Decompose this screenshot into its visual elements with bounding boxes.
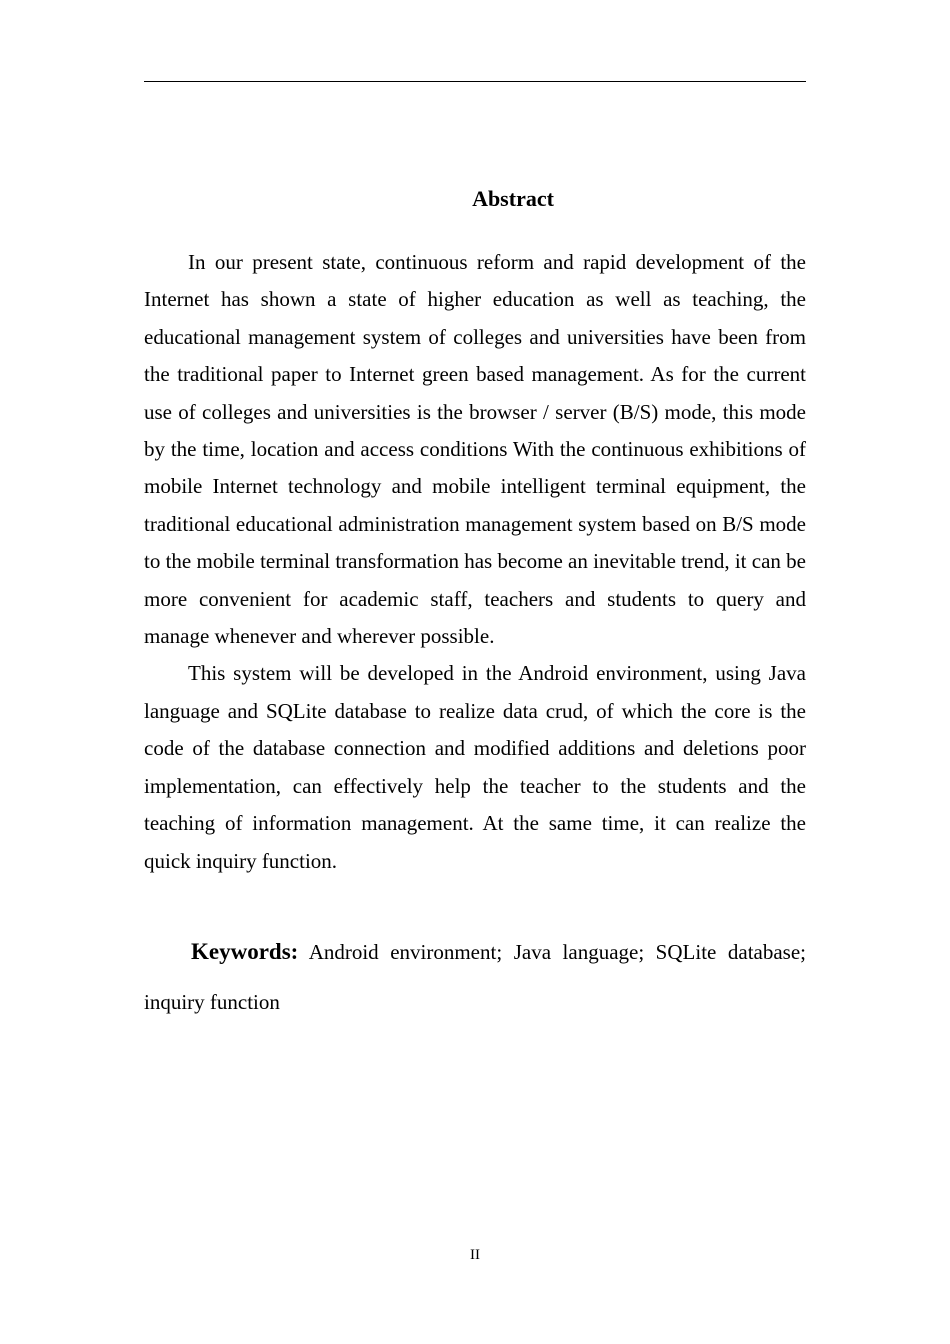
keywords-text: Android environment; Java language; SQLite database; inquiry function (144, 940, 806, 1014)
abstract-title: Abstract (472, 186, 554, 211)
abstract-paragraph-1: In our present state, continuous reform and rapid development of the Internet has shown a state of higher education as well as teaching, the educational management system of colleges and universities have been from the traditional paper to Internet green based management. As for the current use of colleges and universities is the browser / server (B/S) mode, this mode by the time, location and access conditions With the continuous exhibitions of mobile Internet technology and mobile intelligent terminal equipment, the traditional educational administration management system based on B/S mode to the mobile terminal transformation has become an inevitable trend, it can be more convenient for academic staff, teachers and students to query and manage whenever and wherever possible. (144, 250, 806, 649)
page-number: II (470, 1247, 480, 1263)
keywords-label: Keywords: (191, 939, 299, 964)
abstract-body (144, 244, 806, 880)
header-rule (144, 81, 806, 82)
keywords-line (144, 927, 806, 1027)
abstract-paragraph-2: This system will be developed in the Android environment, using Java language and SQLite database to realize data crud, of which the core is the code of the database connection and modified additions and deletions poor implementation, can effectively help the teacher to the students and the teaching of information management. At the same time, it can realize the quick inquiry function. (144, 661, 806, 873)
